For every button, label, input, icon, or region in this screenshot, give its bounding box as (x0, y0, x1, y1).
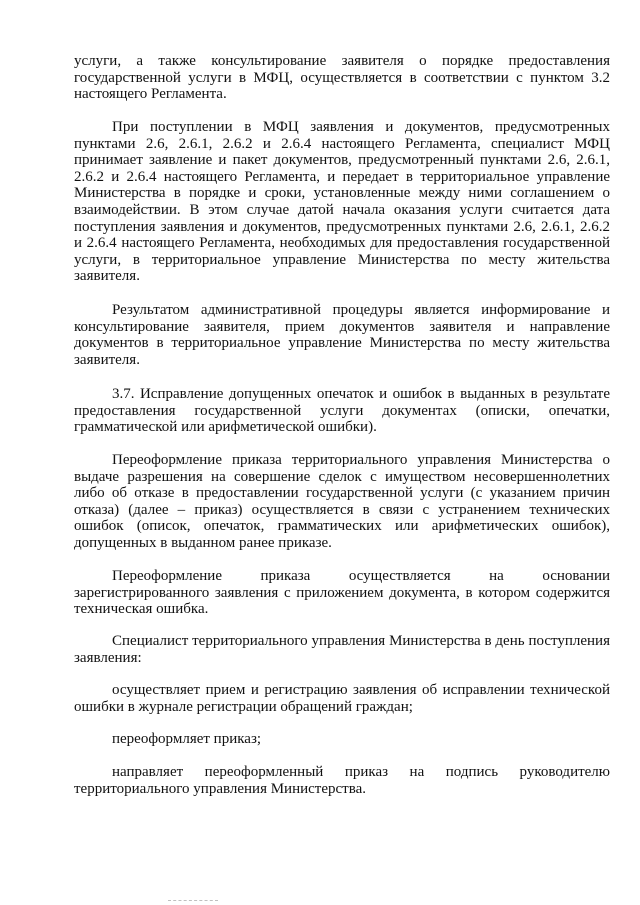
paragraph-10: направляет переоформленный приказ на подпись руководителю территориального управления Министерства. (74, 764, 610, 797)
scan-edge-mark (168, 900, 218, 902)
paragraph-5: Переоформление приказа территориального управления Министерства о выдаче разрешения на совершение сделок с имуществом несовершеннолетних либо об отказе в предоставлении государственной услуги (с указанием причин отказа) (далее – приказ) осуществляется в связи с устранением технических ошибок (описок, опечаток, грамматических или арифметических ошибок), допущенных в выданном ранее приказе. (74, 452, 610, 551)
paragraph-6: Переоформление приказа осуществляется на основании зарегистрированного заявления с приложением документа, в котором содержится техническая ошибка. (74, 568, 610, 618)
paragraph-7: Специалист территориального управления Министерства в день поступления заявления: (74, 633, 610, 666)
paragraph-9: переоформляет приказ; (112, 731, 262, 747)
paragraph-3: Результатом административной процедуры является информирование и консультирование заявителя, прием документов заявителя и направление документов в территориальное управление Министерства по месту жительства заявителя. (74, 302, 610, 368)
paragraph-8: осуществляет прием и регистрацию заявления об исправлении технической ошибки в журнале регистрации обращений граждан; (74, 682, 610, 715)
section-heading-3-7: 3.7. Исправление допущенных опечаток и ошибок в выданных в результате предоставления государственной услуги документах (описки, опечатки, грамматической или арифметической ошибки). (74, 386, 610, 436)
paragraph-1: услуги, а также консультирование заявителя о порядке предоставления государственной услуги в МФЦ, осуществляется в соответствии с пунктом 3.2 настоящего Регламента. (74, 53, 610, 103)
paragraph-2: При поступлении в МФЦ заявления и документов, предусмотренных пунктами 2.6, 2.6.1, 2.6.2 и 2.6.4 настоящего Регламента, специалист МФЦ принимает заявление и пакет документов, предусмотренный пунктами 2.6, 2.6.1, 2.6.2 и 2.6.4 настоящего Регламента, и передает в территориальное управление Министерства в порядке и сроки, установленные между ними соглашением о взаимодействии. В этом случае датой начала оказания услуги считается дата поступления заявления и документов, предусмотренных пунктами 2.6, 2.6.1, 2.6.2 и 2.6.4 настоящего Регламента, необходимых для предоставления государственной услуги, в территориальное управление Министерства по месту жительства заявителя. (74, 119, 610, 285)
